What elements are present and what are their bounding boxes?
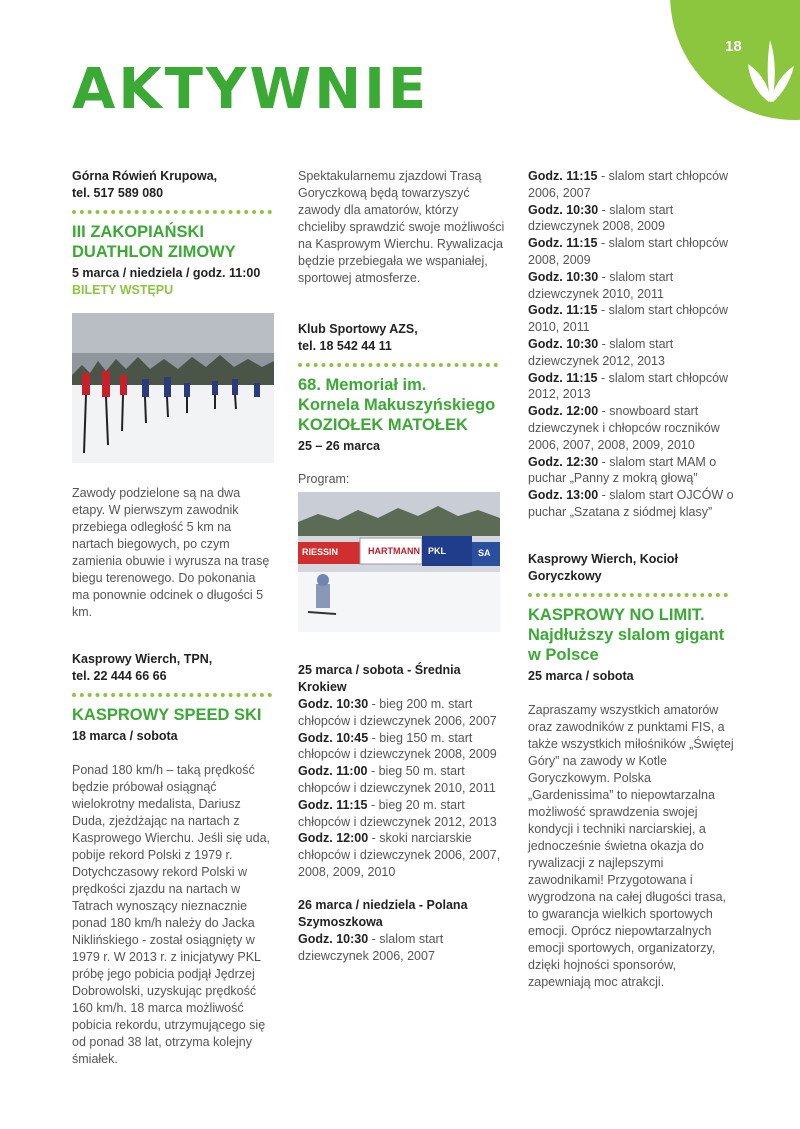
day-title: 25 marca / sobota - Średnia Krokiew [298,663,461,694]
schedule-time: Godz. 11:15 [298,797,368,812]
schedule-item [528,269,736,303]
event-date: 5 marca / niedziela / godz. 11:00 [72,266,261,280]
schedule-item [298,730,506,764]
program-label: Program: [298,472,350,486]
schedule-desc: - slalom start chłopców 2012, 2013 [528,370,729,402]
schedule-item [298,830,506,880]
event-date: 25 marca / sobota [528,668,634,683]
contact-line: Górna Rówień Krupowa, [72,169,218,183]
event-date: 25 – 26 marca [298,439,381,453]
event-title: III ZAKOPIAŃSKI [72,223,205,241]
page-title: AKTYWNIE [72,57,430,122]
schedule-desc: - snowboard start dziewczynek i chłopców roczników 2006, 2007, 2008, 2009, 2010 [528,404,720,452]
page-corner-badge [670,0,800,120]
event-title: KASPROWY NO LIMIT. [528,605,705,624]
schedule-time: Godz. 10:30 [528,202,599,217]
schedule-item [298,797,506,831]
schedule-desc: - slalom start MAM o puchar „Panny z mokrą głową” [528,454,717,486]
schedule-desc: - slalom start dziewczynek 2010, 2011 [528,269,674,301]
event-title-line2: DUATHLON ZIMOWY [72,243,236,261]
event-title-line2: Kornela Makuszyńskiego [298,396,496,414]
schedule-desc: - slalom start dziewczynek 2006, 2007 [298,931,444,963]
photo-duathlon-image [72,313,274,463]
event-description: Zawody podzielone są na dwa etapy. W pierwszym zawodnik przebiega odległość 5 km na nartach biegowych, po czym zamienia obuwie i wyrusza na trasę biegu terenowego. Do pokonania ma ponownie odcinek o długości 5 km. [72,486,270,619]
schedule-item [298,696,506,730]
schedule-desc: - slalom start chłopców 2006, 2007 [528,169,729,200]
tickets-label: BILETY WSTĘPU [72,283,174,297]
schedule-desc: - slalom start OJCÓW o puchar „Szatana z siódmej klasy” [528,488,734,519]
event-description: Ponad 180 km/h – taką prędkość będzie próbował osiągnąć wielokrotny medalista, Dariusz Duda, zjeżdżając na nartach z Kasprowego Wierchu. Jeśli się uda, pobije rekord Polski z 1979 r. Dotychczasowy rekord Polski w prędkości zjazdu na nartach w Tatrach wynoszący nieznacznie ponad 180 km/h należy do Jacka Niklińskiego - został osiągnięty w 1979 r. W 2013 r. z inicjatywy PKL próbę jego pobicia podjął Jędrzej Dobrowolski, uzyskując prędkość 160 km/h. 18 marca możliwość pobicia rekordu, utrzymującego się od ponad 38 lat, otrzyma kolejny śmiałek. [72,763,271,1066]
event-title-line3: w Polsce [528,645,599,664]
schedule-desc: - bieg 50 m. start chłopców i dziewczynek 2010, 2011 [298,764,496,795]
dotted-divider [298,363,498,367]
schedule-desc: - slalom start chłopców 2010, 2011 [528,303,729,335]
schedule-desc: - skoki narciarskie chłopców i dziewczynek 2006, 2007, 2008, 2009, 2010 [298,831,501,879]
column-right [528,168,736,991]
schedule-desc: - bieg 200 m. start chłopców i dziewczynek 2006, 2007 [298,697,497,728]
column-left [72,168,274,1068]
leaf-logo-icon [748,36,794,104]
intro-text: Spektakularnemu zjazdowi Trasą Goryczkową będą towarzyszyć zawody dla amatorów, którzy chcieliby sprawdzić swoje możliwości na Kasprowym Wierchu. Rywalizacja będzie przebiegała we wspaniałej, sportowej atmosferze. [298,169,505,285]
schedule-time: Godz. 10:30 [298,697,369,711]
event-title: KASPROWY SPEED SKI [72,706,262,724]
schedule-desc: - bieg 150 m. start chłopców i dziewczynek 2008, 2009 [298,730,497,762]
schedule-item [528,168,736,202]
banner-text: HARTMANN [368,546,420,556]
page-number: 18 [725,38,742,55]
schedule-time: Godz. 10:30 [298,931,369,946]
schedule-item [298,763,506,797]
contact-line: Kasprowy Wierch, Kocioł Goryczkowy [528,551,678,583]
banner-text: PKL [428,546,446,556]
schedule-item [528,370,736,404]
event-title: 68. Memoriał im. [298,376,427,394]
column-middle [298,168,506,964]
banner-text: RIESSIN [302,547,339,557]
schedule-time: Godz. 11:15 [528,236,598,251]
schedule-time: Godz. 11:15 [528,370,598,385]
schedule-time: Godz. 13:00 [528,488,599,503]
schedule-list [528,168,736,521]
schedule-time: Godz. 12:00 [298,831,369,846]
day-title: 26 marca / niedziela - Polana Szymoszkowa [298,897,468,929]
schedule-list [298,696,506,881]
schedule-time: Godz. 12:00 [528,404,599,419]
schedule-time: Godz. 12:30 [528,454,599,469]
schedule-item [528,336,736,370]
schedule-time: Godz. 10:45 [298,730,369,745]
schedule-desc: - slalom start chłopców 2008, 2009 [528,236,729,267]
schedule-item [528,454,736,488]
schedule-item [528,202,736,236]
schedule-item [528,487,736,521]
contact-phone: tel. 22 444 66 66 [72,669,167,683]
contact-phone: tel. 517 589 080 [72,186,164,200]
photo-kids-ski [298,492,500,632]
photo-duathlon [72,313,274,463]
schedule-desc: - slalom start dziewczynek 2012, 2013 [528,336,674,368]
schedule-time: Godz. 10:30 [528,336,599,351]
banner-text: SA [478,548,491,558]
event-date: 18 marca / sobota [72,729,178,743]
event-title-line3: KOZIOŁEK MATOŁEK [298,416,468,434]
schedule-time: Godz. 11:15 [528,169,598,183]
event-title-line2: Najdłuższy slalom gigant [528,625,725,644]
schedule-item [528,403,736,453]
contact-line: Klub Sportowy AZS, [298,322,418,336]
schedule-item [298,931,506,965]
schedule-desc: - bieg 20 m. start chłopców i dziewczynek 2012, 2013 [298,797,497,829]
dotted-divider [528,593,728,597]
schedule-desc: - slalom start dziewczynek 2008, 2009 [528,202,674,234]
schedule-time: Godz. 11:15 [528,303,598,318]
schedule-item [528,235,736,269]
schedule-time: Godz. 10:30 [528,269,599,284]
schedule-item [528,302,736,336]
dotted-divider [72,210,272,214]
dotted-divider [72,693,272,697]
event-description: Zapraszamy wszystkich amatorów oraz zawodników z punktami FIS, a także wszystkich miłośników „Świętej Góry” na zawody w Kotle Goryczkowym. Polska „Gardenissima” to niepowtarzalna możliwość sprawdzenia swojej kondycji i techniki narciarskiej, a jednocześnie świetna okazja do rywalizacji z najlepszymi zawodnikami! Przygotowana i wygrodzona na całej długości trasa, to gwarancja wielkich sportowych emocji. Oprócz niepowtarzalnych emocji sportowych, organizatorzy, dzięki hojności sponsorów, zapewniają moc atrakcji. [528,702,734,989]
schedule-time: Godz. 11:00 [298,764,368,779]
photo-kids-ski-image [298,492,500,632]
contact-phone: tel. 18 542 44 11 [298,339,392,353]
contact-line: Kasprowy Wierch, TPN, [72,652,213,666]
